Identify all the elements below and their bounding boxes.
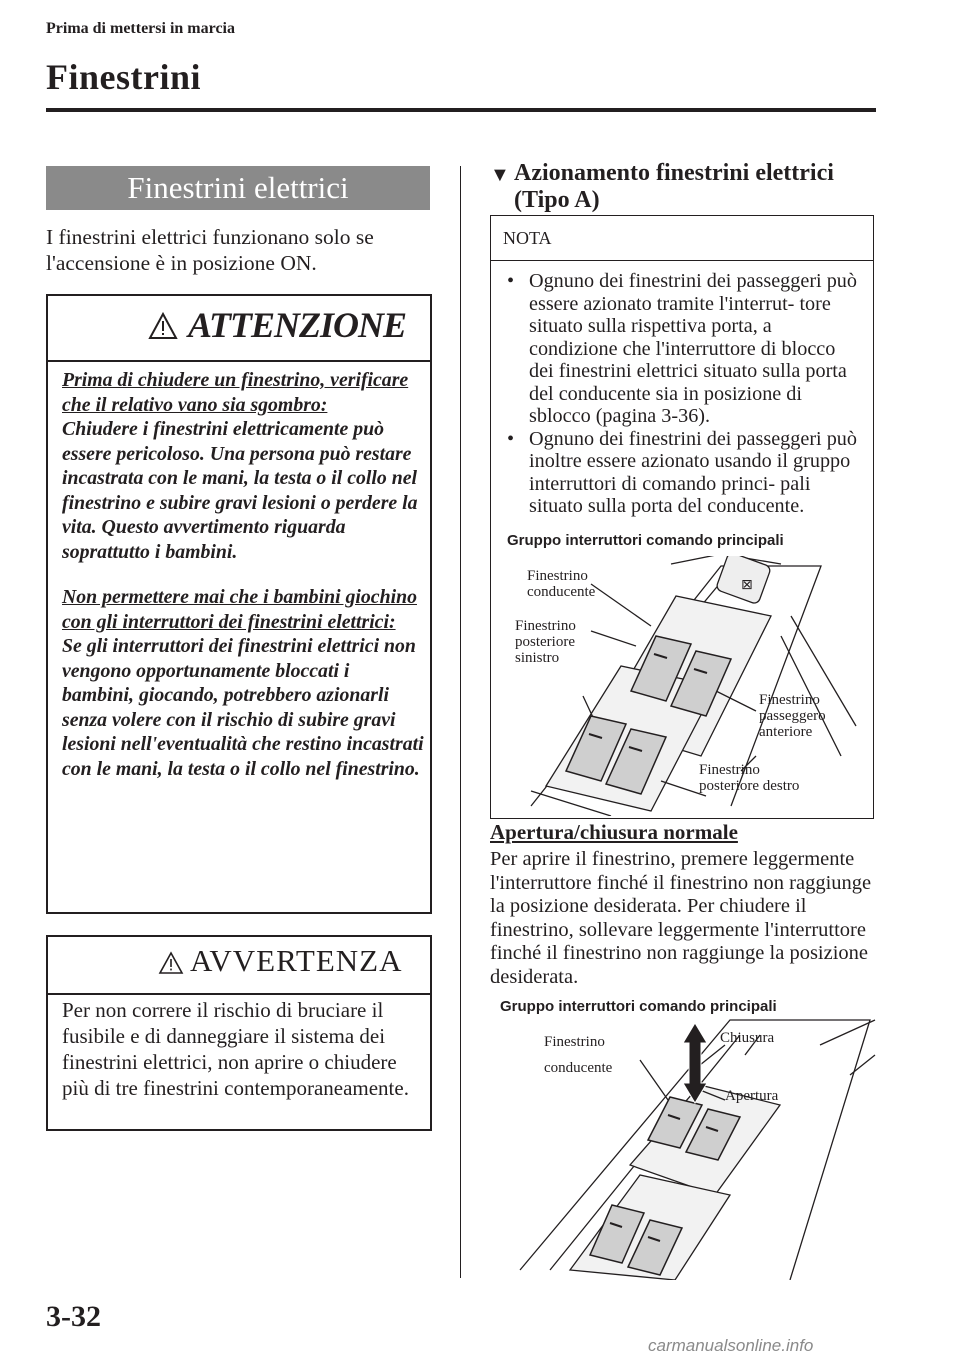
bullet-icon: • (507, 270, 515, 292)
warning-body (62, 368, 424, 802)
watermark-site: carmanualsonline.info (648, 1336, 814, 1355)
callout-front-passenger: Finestrino passeggero anteriore (759, 692, 826, 740)
page-number: 3-32 (46, 1300, 101, 1333)
caution-header (48, 937, 430, 995)
caution-text: Per non correre il rischio di bruciare il fusibile e di danneggiare il sistema dei finestrini elettrici, non aprire o chiudere più di tre finestrini contemporaneamente. (62, 998, 409, 1100)
warning-text-2: Se gli interruttori dei finestrini elettrici non vengono opportunamente bloccati i bambini, giocando, potrebbero azionarli senza volere con il rischio di subire gravi lesioni nell'eventualità che restino incastrati con le mani, la testa o il collo nel finestrino. (62, 635, 424, 780)
note-body (505, 270, 861, 518)
running-header: Prima di mettersi in marcia (46, 20, 235, 37)
callout-rear-left: Finestrino posteriore sinistro (515, 618, 576, 666)
caution-triangle-icon (158, 951, 184, 975)
column-divider (460, 166, 461, 1278)
page-title: Finestrini (46, 57, 201, 97)
caution-title: AVVERTENZA (190, 943, 403, 978)
caution-box (46, 935, 432, 1131)
fig2-callout-close: Chiusura (720, 1030, 775, 1046)
warning-subheading-2: Non permettere mai che i bambini giochino con gli interruttori dei finestrini elettrici: (62, 586, 417, 633)
note-bullet-2: • Ognuno dei finestrini dei passeggeri può inoltre essere azionato usando il gruppo interruttori di comando princi- pali situato sulla porta del conducente. (507, 427, 857, 517)
down-triangle-icon: ▼ (490, 164, 510, 186)
warning-box (46, 294, 432, 914)
note-title: NOTA (503, 228, 552, 248)
note-bullet-1: • Ognuno dei finestrini dei passeggeri può essere azionato tramite l'interrut- tore situato sulla rispettiva porta, a condizione che l'interruttore di blocco dei finestrini elettrici situato sulla porta del conducente sia in posizione di sblocco (pagina 3-36). (507, 270, 857, 427)
header-divider (46, 108, 876, 112)
warning-text-1: Chiudere i finestrini elettricamente può essere pericoloso. Una persona può restare incastrata con le mani, la testa o il collo nel finestrino e subire gravi lesioni o perdere la vita. Questo avvertimento riguarda soprattutto i bambini. (62, 418, 418, 563)
callout-rear-right: Finestrino posteriore destro (699, 762, 800, 794)
warning-triangle-icon (148, 312, 178, 340)
warning-subheading-1: Prima di chiudere un finestrino, verificare che il relativo vano sia sgombro: (62, 369, 409, 416)
figure2-label: Gruppo interruttori comando principali (500, 998, 777, 1015)
section-banner: Finestrini elettrici (46, 166, 430, 210)
bullet-icon: • (507, 427, 515, 450)
callout-driver: Finestrino conducente (527, 568, 596, 600)
fig2-callout-open: Apertura (725, 1088, 779, 1104)
section-heading-line1: Azionamento finestrini elettrici (514, 160, 834, 186)
note-header (491, 216, 873, 261)
body-paragraph: Per aprire il finestrino, premere leggermente l'interruttore finché il finestrino non raggiunge la posizione desiderata. Per chiudere il finestrino, sollevare leggermente l'interruttore finché il finestrino non raggiunge la posizione desiderata. (490, 848, 872, 988)
warning-header (48, 296, 430, 362)
subheading: Apertura/chiusura normale (490, 820, 738, 844)
warning-title: ATTENZIONE (188, 305, 407, 345)
svg-text:⊠: ⊠ (741, 577, 753, 593)
intro-paragraph: I finestrini elettrici funzionano solo se l'accensione è in posizione ON. (46, 225, 374, 275)
figure1-label: Gruppo interruttori comando principali (507, 532, 784, 549)
section-heading-line2: (Tipo A) (514, 187, 600, 213)
note-box (490, 215, 874, 819)
fig2-callout-driver: Finestrino conducente (544, 1034, 613, 1076)
